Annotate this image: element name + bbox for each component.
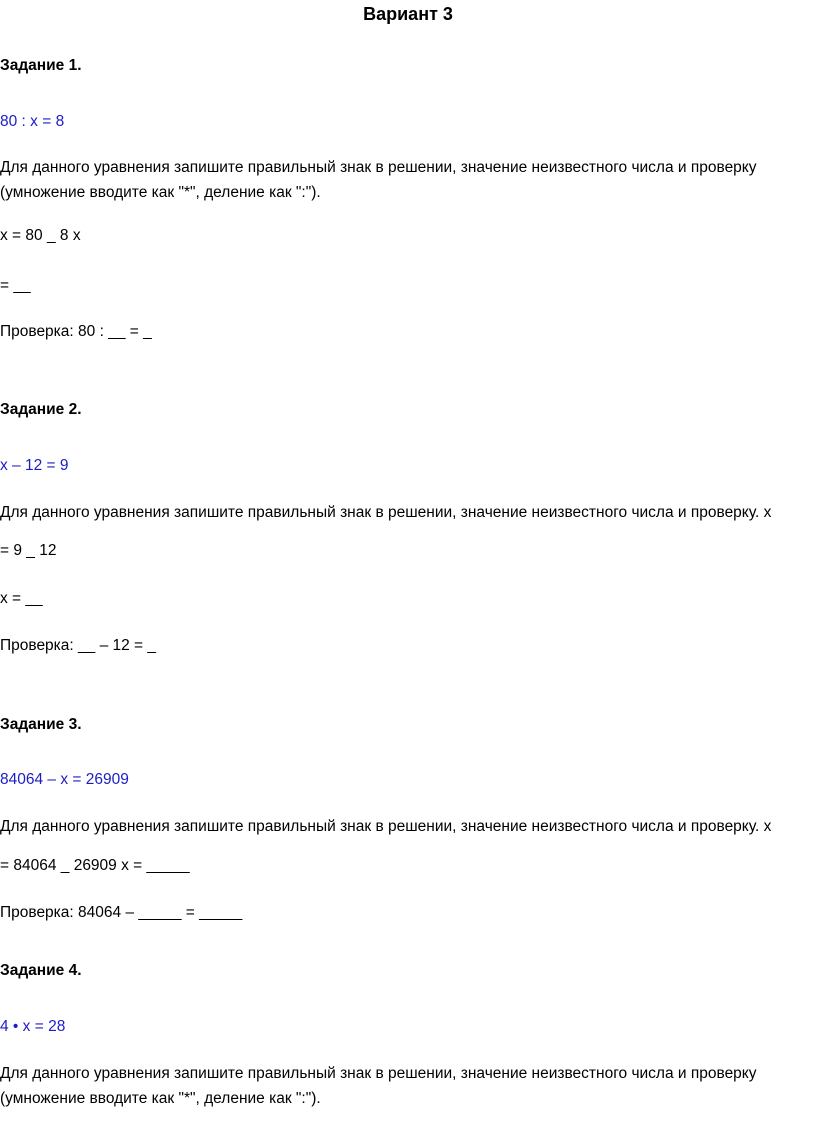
task-2-instruction-line-1: Для данного уравнения запишите правильный знак в решении, значение неизвестного числа и проверку. x: [0, 504, 772, 521]
task-1-instruction-line-2: (умножение вводите как "*", деление как ":").: [0, 184, 321, 201]
task-3-heading: Задание 3.: [0, 716, 82, 733]
task-2-equation: x – 12 = 9: [0, 457, 69, 474]
task-2-heading: Задание 2.: [0, 401, 82, 418]
task-1-heading: Задание 1.: [0, 57, 82, 74]
task-4-equation: 4 • x = 28: [0, 1018, 66, 1035]
page-title: Вариант 3: [363, 4, 453, 24]
task-3-instruction-line-1: Для данного уравнения запишите правильный знак в решении, значение неизвестного числа и проверку. x: [0, 818, 772, 835]
task-2-check: Проверка: __ – 12 = _: [0, 637, 157, 654]
task-4-heading: Задание 4.: [0, 962, 82, 979]
task-1-equation: 80 : x = 8: [0, 113, 65, 130]
task-3-solution-line-1: = 84064 _ 26909 x = _____: [0, 857, 190, 874]
task-3-check: Проверка: 84064 – _____ = _____: [0, 904, 243, 921]
task-1-check: Проверка: 80 : __ = _: [0, 323, 152, 340]
task-1-instruction-line-1: Для данного уравнения запишите правильный знак в решении, значение неизвестного числа и проверку: [0, 159, 757, 176]
task-3-equation: 84064 – x = 26909: [0, 771, 129, 788]
task-2-solution-line-2: x = __: [0, 590, 43, 607]
task-1-solution-line-2: = __: [0, 277, 31, 294]
task-2-solution-line-1: = 9 _ 12: [0, 542, 57, 559]
task-4-instruction-line-2: (умножение вводите как "*", деление как ":").: [0, 1090, 321, 1107]
task-1-solution-line-1: x = 80 _ 8 x: [0, 227, 81, 244]
task-4-instruction-line-1: Для данного уравнения запишите правильный знак в решении, значение неизвестного числа и проверку: [0, 1065, 757, 1082]
